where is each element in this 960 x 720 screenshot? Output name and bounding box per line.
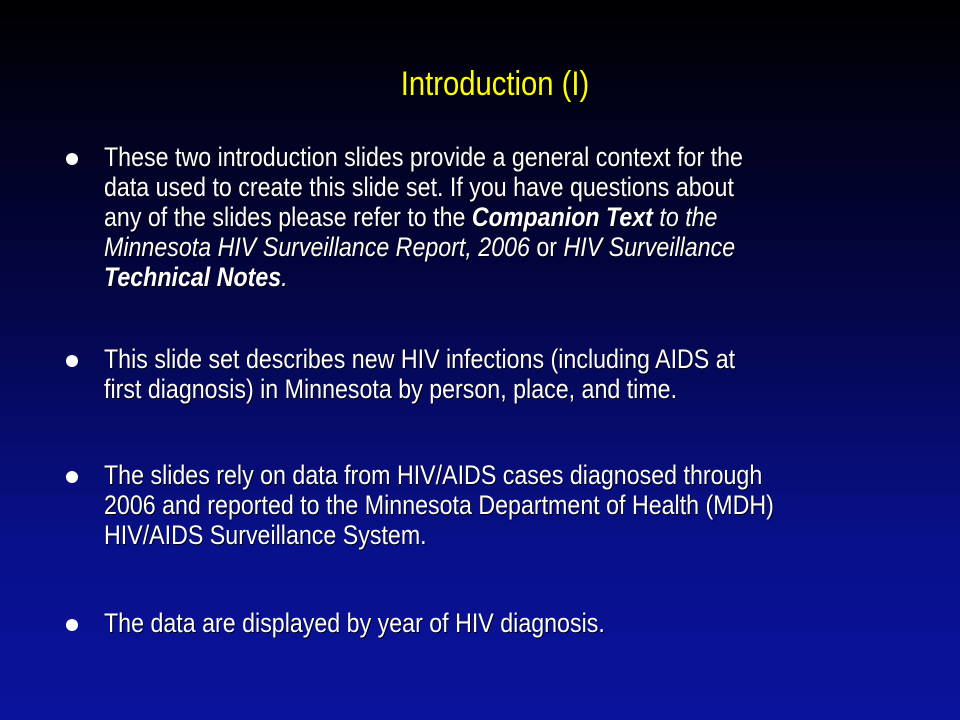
- bullet-line: [104, 202, 930, 232]
- text-segment: 2006 and reported to the Minnesota Department of Health (MDH): [104, 490, 774, 520]
- text-segment: The slides rely on data from HIV/AIDS cases diagnosed through: [104, 460, 763, 490]
- text-segment: HIV/AIDS Surveillance System.: [104, 520, 427, 550]
- bullet-line: [104, 232, 930, 262]
- text-segment: any of the slides please refer to the: [104, 202, 472, 232]
- bullet-text: [104, 344, 930, 404]
- text-segment: The data are displayed by year of HIV diagnosis.: [104, 608, 605, 638]
- bullet-text: [104, 142, 930, 292]
- text-segment: Minnesota HIV Surveillance Report, 2006: [104, 232, 530, 262]
- bullet-line: [104, 142, 930, 172]
- text-segment: Technical Notes: [104, 262, 282, 292]
- bullet-line: [104, 374, 930, 404]
- text-segment: HIV Surveillance: [563, 232, 736, 262]
- text-segment: These two introduction slides provide a general context for the: [104, 142, 743, 172]
- text-segment: or: [529, 232, 564, 262]
- bullet-dot-icon: [66, 619, 78, 631]
- bullet-dot-icon: [66, 153, 78, 165]
- bullet-line: [104, 608, 930, 638]
- bullet-line: [104, 262, 930, 292]
- text-segment: data used to create this slide set. If you have questions about: [104, 172, 734, 202]
- bullet-line: [104, 520, 930, 550]
- text-segment: to the: [652, 202, 718, 232]
- bullet-dot-icon: [66, 471, 78, 483]
- bullet-dot-icon: [66, 355, 78, 367]
- bullet-line: [104, 490, 930, 520]
- bullet-text: [104, 608, 930, 638]
- bullet-line: [104, 172, 930, 202]
- text-segment: .: [281, 262, 288, 292]
- bullet-text: [104, 460, 930, 550]
- bullet-line: [104, 460, 930, 490]
- text-segment: This slide set describes new HIV infections (including AIDS at: [104, 344, 736, 374]
- slide-title: Introduction (I): [400, 65, 590, 103]
- bullet-line: [104, 344, 930, 374]
- text-segment: Companion Text: [471, 202, 653, 232]
- text-segment: first diagnosis) in Minnesota by person, place, and time.: [104, 374, 678, 404]
